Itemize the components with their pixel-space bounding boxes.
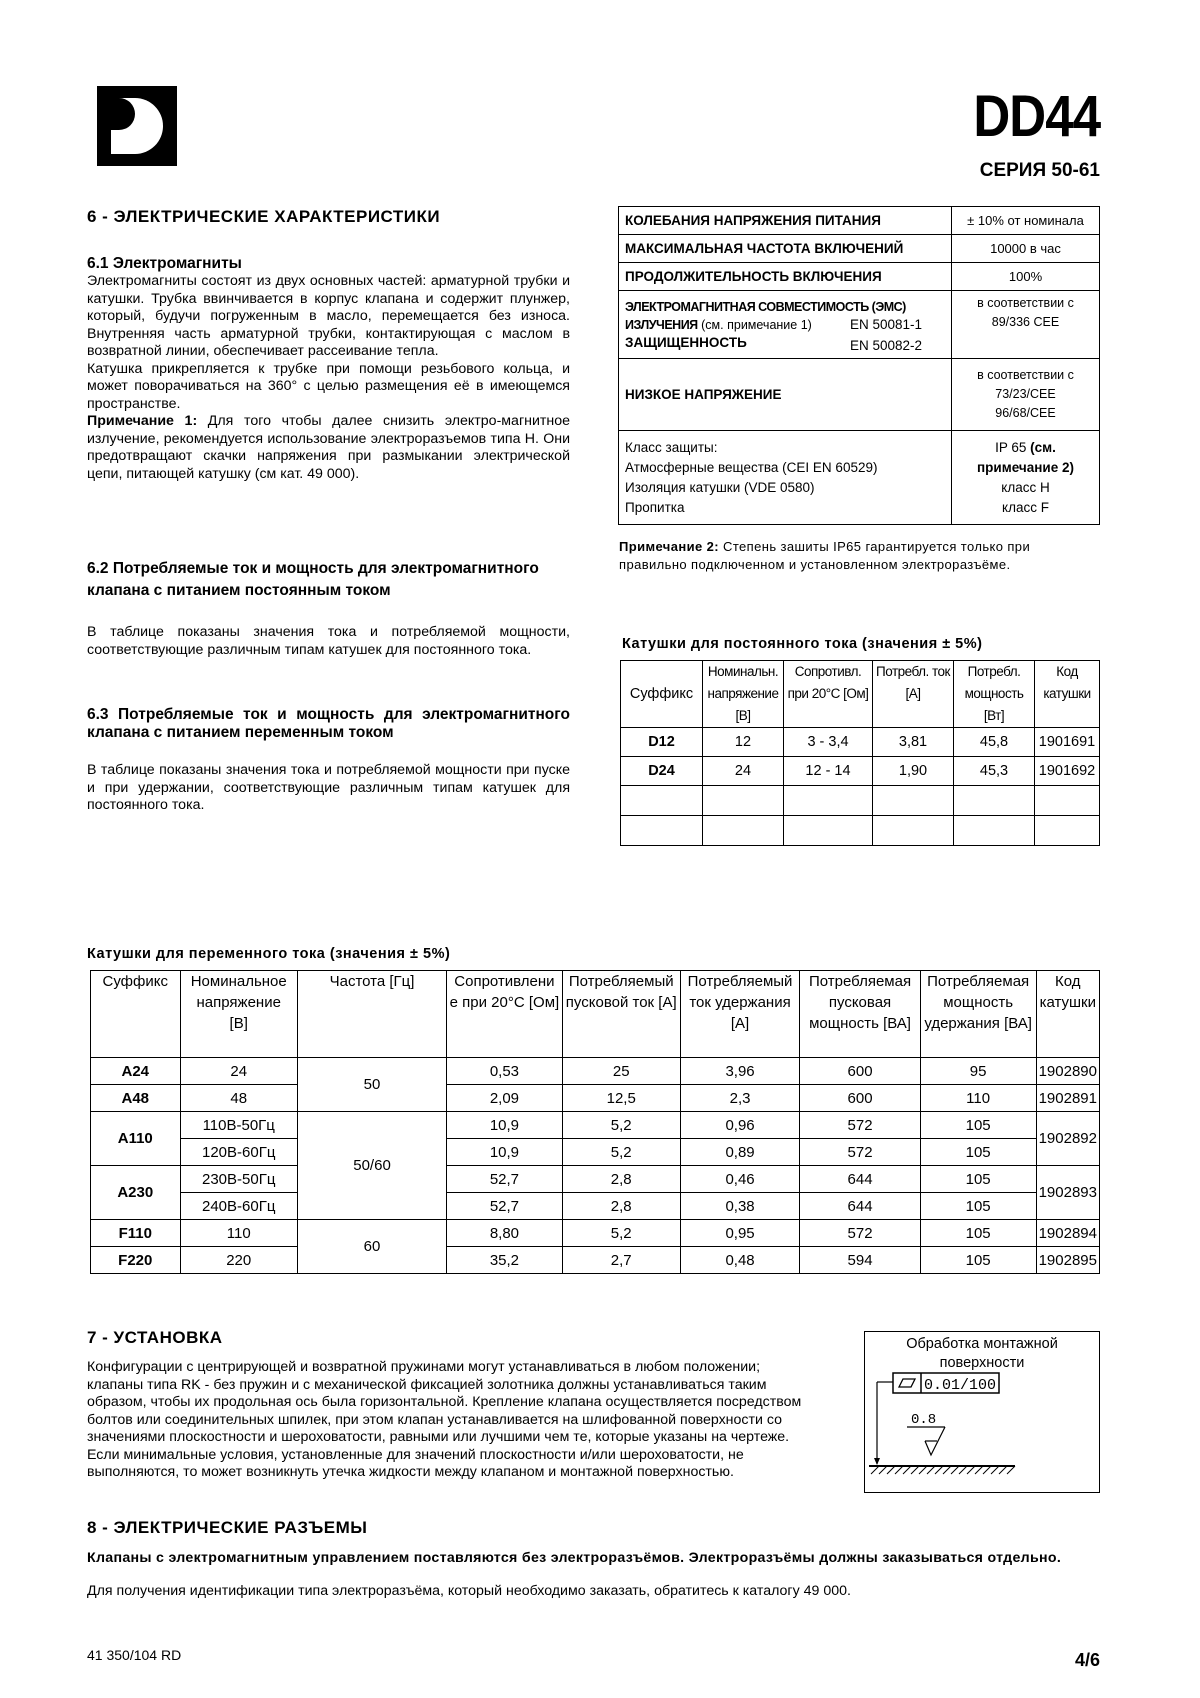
section-8-text: Для получения идентификации типа электроразъёма, который необходимо заказать, обратитесь к каталогу 49 000. <box>87 1583 851 1599</box>
ip-rating: IP 65 <box>995 439 1027 455</box>
table-cell: 1902891 <box>1036 1085 1099 1112</box>
table-cell: 60 <box>297 1220 446 1274</box>
table-cell: 3,96 <box>680 1058 800 1085</box>
lv-value-line: в соответствии с <box>977 368 1074 382</box>
table-row-empty <box>621 816 1100 846</box>
note-1-text: Для того чтобы далее снизить электро-магнитное излучение, рекомендуется использование электроразъемов типа H. Они предотвращают скачки напряжения при размыкании электрической цепи, питающей катушку (см кат. 49 000). <box>87 413 570 482</box>
emc-emission-line <box>625 316 945 334</box>
table-cell: 3,81 <box>873 728 954 757</box>
table-cell: D24 <box>621 757 703 786</box>
table-row-empty <box>621 786 1100 816</box>
spec-label: ПРОДОЛЖИТЕЛЬНОСТЬ ВКЛЮЧЕНИЯ <box>619 263 952 291</box>
column-header: Сопротивл. при 20°C [Ом] <box>784 661 873 728</box>
spec-label <box>619 431 952 525</box>
series-subtitle: СЕРИЯ 50-61 <box>979 160 1100 181</box>
table-cell: 0,95 <box>680 1220 800 1247</box>
dc-table-title: Катушки для постоянного тока (значения ± 5%) <box>622 636 983 652</box>
spec-value: ± 10% от номинала <box>952 207 1100 235</box>
note-1 <box>87 413 570 483</box>
table-cell: 600 <box>800 1085 920 1112</box>
protection-value: класс F <box>1002 499 1049 515</box>
table-cell: 1902895 <box>1036 1247 1099 1274</box>
column-header: Потребл. мощность [Вт] <box>954 661 1035 728</box>
table-cell: 52,7 <box>447 1193 563 1220</box>
protection-label: Класс защиты: <box>625 439 718 455</box>
table-cell: 24 <box>703 757 784 786</box>
table-cell: 8,80 <box>447 1220 563 1247</box>
emc-value-line: 89/336 CEE <box>991 315 1060 329</box>
mounting-surface-figure <box>864 1331 1100 1493</box>
protection-value: класс H <box>1001 479 1050 495</box>
table-cell: 0,48 <box>680 1247 800 1274</box>
table-cell: 12 <box>703 728 784 757</box>
table-cell: 105 <box>920 1112 1036 1139</box>
spec-value <box>952 431 1100 525</box>
table-cell: 120В-60Гц <box>180 1139 297 1166</box>
table-cell: 105 <box>920 1220 1036 1247</box>
table-cell: 1902892 <box>1036 1112 1099 1166</box>
table-cell: 572 <box>800 1112 920 1139</box>
spec-row <box>619 263 1100 291</box>
table-cell: 644 <box>800 1193 920 1220</box>
table-cell: 105 <box>920 1139 1036 1166</box>
column-header: Суффикс <box>621 661 703 728</box>
column-header: Суффикс <box>91 971 181 1058</box>
column-header: Номинальное напряжение [В] <box>180 971 297 1058</box>
table-cell: 1902894 <box>1036 1220 1099 1247</box>
ac-coils-table <box>90 970 1100 1274</box>
table-row <box>621 757 1100 786</box>
column-header: Потребляемый ток удержания [А] <box>680 971 800 1058</box>
table-cell: 0,46 <box>680 1166 800 1193</box>
protection-label: Атмосферные вещества (CEI EN 60529) <box>625 459 878 475</box>
table-cell: 5,2 <box>562 1139 680 1166</box>
table-cell: 1901692 <box>1035 757 1100 786</box>
protection-label: Пропитка <box>625 499 685 515</box>
protection-label: Изоляция катушки (VDE 0580) <box>625 479 815 495</box>
emission-note: (см. примечание 1) <box>697 317 812 332</box>
table-cell: D12 <box>621 728 703 757</box>
table-row <box>621 728 1100 757</box>
ip-note-ref: (см. <box>1026 439 1056 455</box>
spec-row <box>619 291 1100 359</box>
section-6-3-text: В таблице показаны значения тока и потребляемой мощности при пуске и при удержании, соответствующие различным типам катушек для постоянного тока. <box>87 762 570 813</box>
table-cell: 110 <box>180 1220 297 1247</box>
section-6-1-text <box>87 273 570 483</box>
table-cell: 12,5 <box>562 1085 680 1112</box>
page-number: 4/6 <box>1074 1650 1100 1670</box>
section-6-title: 6 - ЭЛЕКТРИЧЕСКИЕ ХАРАКТЕРИСТИКИ <box>87 207 441 226</box>
table-row <box>91 1058 1100 1085</box>
table-cell: 0,38 <box>680 1193 800 1220</box>
column-header: Сопротивлени е при 20°C [Ом] <box>447 971 563 1058</box>
table-cell: 600 <box>800 1058 920 1085</box>
table-cell: 110В-50Гц <box>180 1112 297 1139</box>
table-cell: 105 <box>920 1193 1036 1220</box>
protection-value: примечание 2) <box>977 459 1074 475</box>
model-title: DD44 <box>973 84 1100 149</box>
table-cell: 2,09 <box>447 1085 563 1112</box>
lv-value-line: 73/23/CEE <box>995 387 1056 401</box>
emc-value-line: в соответствии с <box>977 296 1074 310</box>
flatness-value: 0.01/100 <box>923 1377 997 1394</box>
lv-value-line: 96/68/CEE <box>995 406 1056 420</box>
immunity-label: ЗАЩИЩЕННОСТЬ <box>625 334 747 350</box>
table-row <box>91 1166 1100 1193</box>
table-cell: 35,2 <box>447 1247 563 1274</box>
section-6-1-paragraph-1: Электромагниты состоят из двух основных частей: арматурной трубки и катушки. Трубка ввинчивается в корпус клапана и содержит плунжер, который, будучи погруженным в масло, перемещается без износа. Внутренняя часть арматурной трубки, контактирующая с маслом в возвратной линии, обеспечивает рассеивание тепла. <box>87 273 570 359</box>
note-2-text: Степень зашиты IP65 гарантируется только при правильно подключенном и установленном электроразъёме. <box>619 539 1031 572</box>
table-cell: 12 - 14 <box>784 757 873 786</box>
table-cell: 3 - 3,4 <box>784 728 873 757</box>
table-cell: 230В-50Гц <box>180 1166 297 1193</box>
spec-row <box>619 359 1100 431</box>
section-7-text: Конфигурации с центрирующей и возвратной пружинами могут устанавливаться в любом положении; клапаны типа RK - без пружин и с механической фиксацией золотника должны устанавливаться таким образом, чтобы их продольная ось была горизонтальной. Крепление клапана осуществляется посредством болтов или соединительных шпилек, при этом клапан устанавливается на шлифованной поверхности со значениями плоскостности и шероховатости, равными или лучшими чем те, которые указаны на чертеже. Если минимальные условия, установленные для значений плоскостности и/или шероховатости, не выполняются, то может возникнуть утечка жидкости между клапаном и монтажной поверхностью. <box>87 1359 802 1480</box>
table-cell: 2,3 <box>680 1085 800 1112</box>
table-cell: A24 <box>91 1058 181 1085</box>
spec-row <box>619 431 1100 525</box>
immunity-standard: EN 50082-2 <box>850 337 923 353</box>
spec-value <box>952 291 1100 359</box>
table-cell: 572 <box>800 1220 920 1247</box>
emc-label: ЭЛЕКТРОМАГНИТНАЯ СОВМЕСТИМОСТЬ (ЭМС) <box>625 299 906 314</box>
table-cell: 1902893 <box>1036 1166 1099 1220</box>
table-header-row <box>91 971 1100 1058</box>
table-cell: 240В-60Гц <box>180 1193 297 1220</box>
table-cell: 50 <box>297 1058 446 1112</box>
table-cell: 220 <box>180 1247 297 1274</box>
column-header: Потребляемая мощность удержания [ВА] <box>920 971 1036 1058</box>
spec-label <box>619 291 952 359</box>
spec-row <box>619 207 1100 235</box>
table-cell: 48 <box>180 1085 297 1112</box>
table-cell: 1902890 <box>1036 1058 1099 1085</box>
table-cell: 1,90 <box>873 757 954 786</box>
column-header: Номинальн. напряжение [В] <box>703 661 784 728</box>
table-cell: 0,53 <box>447 1058 563 1085</box>
table-cell: A230 <box>91 1166 181 1220</box>
table-cell: 0,96 <box>680 1112 800 1139</box>
table-cell: 10,9 <box>447 1112 563 1139</box>
table-cell: 52,7 <box>447 1166 563 1193</box>
table-cell: 45,8 <box>954 728 1035 757</box>
table-cell: 2,7 <box>562 1247 680 1274</box>
spec-label: НИЗКОЕ НАПРЯЖЕНИЕ <box>619 359 952 431</box>
table-row <box>91 1247 1100 1274</box>
protection-value <box>958 438 1093 458</box>
section-6-2-text: В таблице показаны значения тока и потребляемой мощности, соответствующие различным типам катушек для постоянного тока. <box>87 624 570 658</box>
section-6-1-paragraph-2: Катушка прикрепляется к трубке при помощи резьбового кольца, и может поворачиваться на 360° с целью размещения её в имеющемся пространстве. <box>87 360 570 412</box>
column-header: Потребляемая пусковая мощность [ВА] <box>800 971 920 1058</box>
table-row <box>91 1085 1100 1112</box>
note-1-label: Примечание 1: <box>87 413 198 429</box>
table-cell: 95 <box>920 1058 1036 1085</box>
table-cell: A48 <box>91 1085 181 1112</box>
company-logo <box>97 86 177 166</box>
roughness-value: 0.8 <box>911 1412 937 1428</box>
section-6-1-title: 6.1 Электромагниты <box>87 255 242 272</box>
spec-row <box>619 235 1100 263</box>
ac-table-title: Катушки для переменного тока (значения ± 5%) <box>87 946 451 962</box>
table-cell: 644 <box>800 1166 920 1193</box>
figure-title: Обработка монтажной поверхности <box>906 1336 1058 1371</box>
table-cell: 24 <box>180 1058 297 1085</box>
table-cell: 5,2 <box>562 1112 680 1139</box>
surface-hatching <box>871 1466 1015 1474</box>
table-cell: 2,8 <box>562 1166 680 1193</box>
section-8-bold-text: Клапаны с электромагнитным управлением поставляются без электроразъёмов. Электроразъёмы должны заказываться отдельно. <box>87 1550 1062 1566</box>
table-cell: 2,8 <box>562 1193 680 1220</box>
column-header: Потребл. ток [А] <box>873 661 954 728</box>
table-cell: 594 <box>800 1247 920 1274</box>
table-cell: 105 <box>920 1166 1036 1193</box>
table-cell: 50/60 <box>297 1112 446 1220</box>
table-header-row <box>621 661 1100 728</box>
note-2-label: Примечание 2: <box>619 539 720 554</box>
flatness-roughness-drawing <box>865 1370 1099 1490</box>
spec-value <box>952 359 1100 431</box>
electrical-specs-table <box>618 206 1100 525</box>
spec-value: 10000 в час <box>952 235 1100 263</box>
dc-coils-table <box>620 660 1100 846</box>
table-row <box>91 1193 1100 1220</box>
spec-label: МАКСИМАЛЬНАЯ ЧАСТОТА ВКЛЮЧЕНИЙ <box>619 235 952 263</box>
section-6-2-title: 6.2 Потребляемые ток и мощность для электромагнитного клапана с питанием постоянным током <box>87 560 539 599</box>
table-cell: F220 <box>91 1247 181 1274</box>
table-row <box>91 1139 1100 1166</box>
table-cell: 45,3 <box>954 757 1035 786</box>
section-6-3-title: 6.3 Потребляемые ток и мощность для электромагнитного клапана с питанием переменным током <box>87 706 570 741</box>
column-header: Потребляемый пусковой ток [А] <box>562 971 680 1058</box>
column-header: Частота [Гц] <box>297 971 446 1058</box>
note-2 <box>619 538 1102 574</box>
spec-value: 100% <box>952 263 1100 291</box>
emission-standard: EN 50081-1 <box>850 316 923 332</box>
table-cell: 110 <box>920 1085 1036 1112</box>
table-cell: 25 <box>562 1058 680 1085</box>
emission-label: ИЗЛУЧЕНИЯ <box>625 317 698 332</box>
flatness-icon <box>899 1379 915 1387</box>
table-row <box>91 1112 1100 1139</box>
table-cell: F110 <box>91 1220 181 1247</box>
table-cell: A110 <box>91 1112 181 1166</box>
document-code: 41 350/104 RD <box>87 1647 182 1663</box>
emc-immunity-line <box>625 334 945 352</box>
table-cell: 1901691 <box>1035 728 1100 757</box>
column-header: Код катушки <box>1035 661 1100 728</box>
section-8-title: 8 - ЭЛЕКТРИЧЕСКИЕ РАЗЪЕМЫ <box>87 1518 368 1537</box>
column-header: Код катушки <box>1036 971 1099 1058</box>
spec-label: КОЛЕБАНИЯ НАПРЯЖЕНИЯ ПИТАНИЯ <box>619 207 952 235</box>
table-cell: 10,9 <box>447 1139 563 1166</box>
table-cell: 5,2 <box>562 1220 680 1247</box>
section-7-title: 7 - УСТАНОВКА <box>87 1328 223 1347</box>
table-cell: 105 <box>920 1247 1036 1274</box>
table-cell: 572 <box>800 1139 920 1166</box>
table-cell: 0,89 <box>680 1139 800 1166</box>
table-row <box>91 1220 1100 1247</box>
